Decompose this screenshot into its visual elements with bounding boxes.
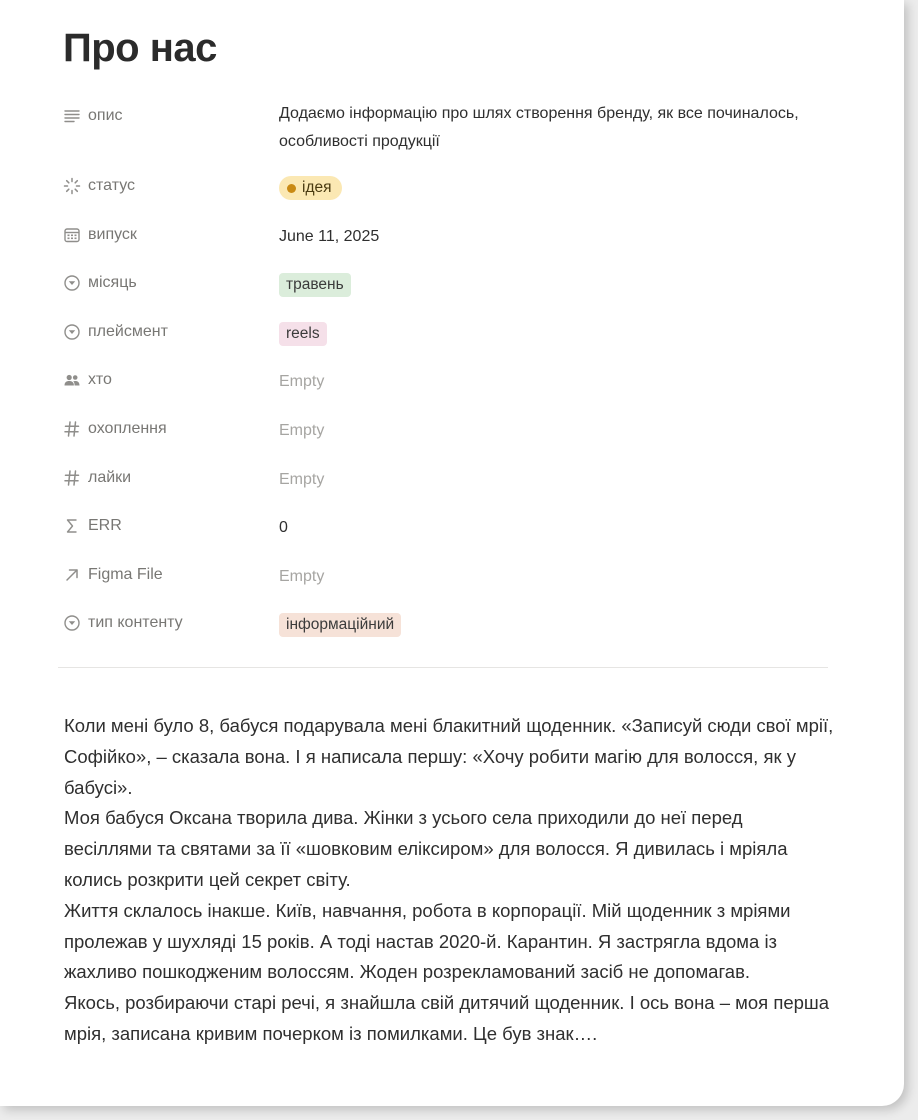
property-value[interactable] — [279, 611, 401, 639]
property-label[interactable] — [62, 223, 137, 247]
property-label-text: хто — [88, 371, 112, 389]
property-value[interactable]: Додаємо інформацію про шлях створення бренду, як все починалось, особливості продукції — [279, 105, 799, 150]
property-label-text: статус — [88, 177, 136, 194]
status-badge-text: ідея — [302, 179, 332, 196]
property-figma[interactable] — [62, 559, 827, 608]
property-month[interactable] — [62, 267, 827, 316]
sigma-icon — [62, 516, 82, 536]
property-value[interactable] — [279, 271, 351, 299]
property-value[interactable] — [279, 320, 327, 348]
page-title[interactable]: Про нас — [63, 26, 217, 70]
lines-icon — [62, 106, 82, 126]
hash-icon — [62, 419, 82, 439]
property-label-text: опис — [88, 107, 123, 124]
body-paragraph[interactable]: Якось, розбираючи старі речі, я знайшла свій дитячий щоденник. І ось вона – моя перша мрія, записана кривим почерком із помилками. Це був знак…. — [64, 992, 830, 1044]
property-status[interactable] — [62, 170, 827, 219]
property-value-empty[interactable]: Empty — [279, 567, 325, 585]
body-paragraph[interactable]: Життя склалось інакше. Київ, навчання, робота в корпорації. Мій щоденник з мріями пролежав у шухляді 15 років. А тоді настав 2020-й. Карантин. Я застрягла вдома із жахливо пошкодженим волоссям. Жоден розрекламований засіб не допомагав. — [64, 899, 791, 983]
property-value-empty[interactable]: Empty — [279, 421, 325, 439]
property-content-type[interactable] — [62, 607, 827, 656]
property-label[interactable] — [62, 271, 137, 295]
status-badge[interactable] — [279, 176, 342, 200]
property-label[interactable] — [62, 174, 135, 198]
status-dot-icon — [287, 184, 296, 193]
property-value[interactable]: 0 — [279, 519, 288, 537]
body-paragraph[interactable]: Моя бабуся Оксана творила дива. Жінки з усього села приходили до неї перед весіллями та святами за її «шовковим еліксиром» для волосся. Я дивилась і мріяла колись розкрити цей секрет світу. — [64, 807, 788, 890]
property-likes[interactable] — [62, 462, 827, 511]
hash-icon — [62, 468, 82, 488]
property-label-text: охоплення — [88, 419, 167, 437]
select-icon — [62, 273, 82, 293]
property-label-text: плейсмент — [88, 322, 168, 340]
property-reach[interactable] — [62, 413, 827, 462]
property-label-text: місяць — [88, 274, 137, 292]
arrow-up-right-icon — [62, 565, 82, 585]
page-body[interactable] — [64, 711, 834, 1050]
property-label[interactable] — [62, 320, 168, 344]
property-who[interactable] — [62, 364, 827, 413]
body-paragraph[interactable]: Коли мені було 8, бабуся подарувала мені блакитний щоденник. «Записуй сюди свої мрії, Софійко», – сказала вона. І я написала першу: «Хочу робити магію для волосся, як у бабусі». — [64, 715, 834, 798]
property-value[interactable] — [279, 174, 342, 203]
property-label-text: Figma File — [88, 565, 163, 583]
property-value-empty[interactable]: Empty — [279, 470, 325, 488]
property-placement[interactable] — [62, 316, 827, 365]
property-label[interactable] — [62, 563, 163, 587]
property-value-empty[interactable]: Empty — [279, 373, 325, 391]
properties-panel — [62, 100, 827, 656]
select-icon — [62, 322, 82, 342]
property-label-text: ERR — [88, 517, 122, 535]
content-type-tag[interactable]: інформаційний — [279, 613, 401, 637]
property-label[interactable] — [62, 514, 122, 538]
placement-tag[interactable]: reels — [279, 322, 327, 346]
calendar-icon — [62, 225, 82, 245]
property-label-text: тип контенту — [88, 614, 183, 632]
property-label[interactable] — [62, 417, 167, 441]
property-value[interactable]: June 11, 2025 — [279, 227, 380, 245]
property-err[interactable] — [62, 510, 827, 559]
property-label[interactable] — [62, 611, 183, 635]
loading-icon — [62, 176, 82, 196]
property-label[interactable] — [62, 104, 123, 128]
select-icon — [62, 613, 82, 633]
property-release[interactable] — [62, 219, 827, 268]
property-label-text: випуск — [88, 225, 137, 243]
month-tag[interactable]: травень — [279, 273, 351, 297]
property-label[interactable] — [62, 466, 131, 490]
property-label[interactable] — [62, 368, 112, 392]
property-label-text: лайки — [88, 468, 132, 486]
property-description[interactable] — [62, 100, 827, 170]
divider — [58, 667, 828, 668]
people-icon — [62, 370, 82, 390]
